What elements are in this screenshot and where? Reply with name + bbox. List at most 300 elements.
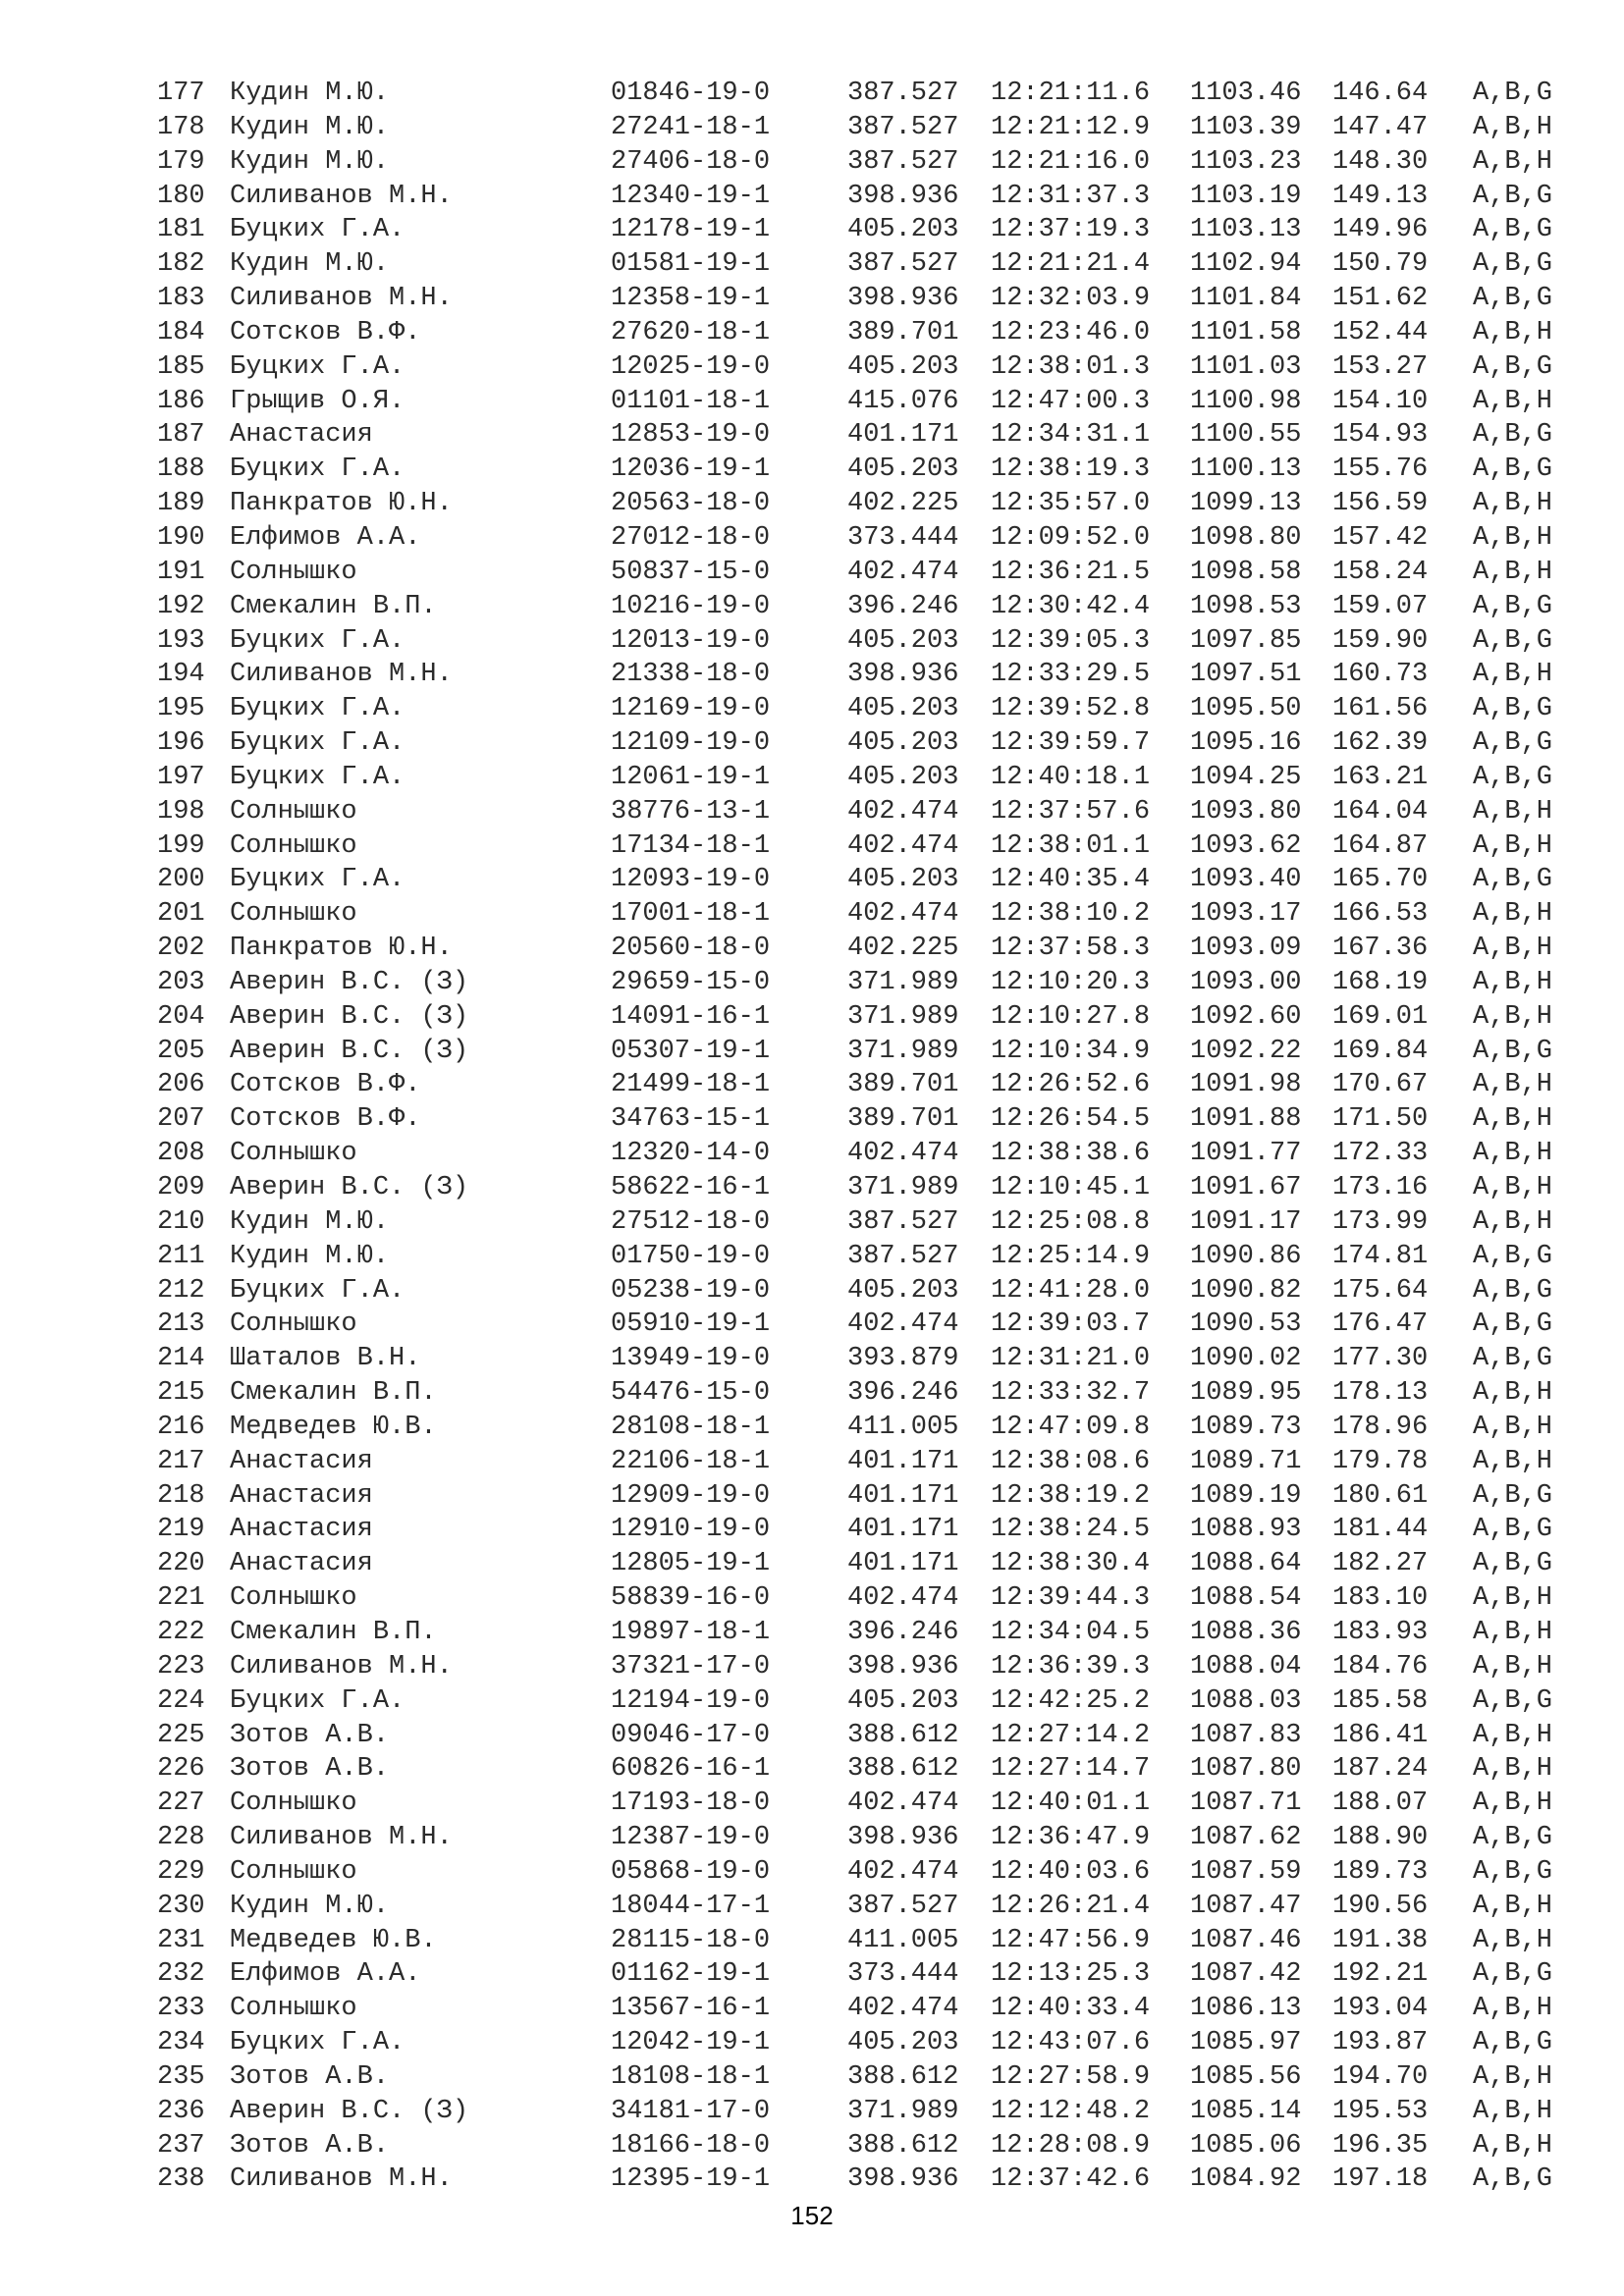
distance: 402.474 [847, 899, 959, 930]
codes: A,B,G [1473, 249, 1553, 280]
points: 187.24 [1332, 1754, 1429, 1785]
distance: 401.171 [847, 1480, 959, 1511]
ring-number: 12042-19-1 [611, 2028, 771, 2058]
codes: A,B,H [1473, 1378, 1553, 1409]
arrival-time: 12:38:19.2 [991, 1480, 1151, 1511]
arrival-time: 12:36:39.3 [991, 1651, 1151, 1682]
speed: 1091.67 [1190, 1173, 1302, 1202]
points: 164.04 [1332, 796, 1429, 827]
table-row [157, 1513, 1571, 1547]
speed: 1088.36 [1190, 1617, 1302, 1647]
fancier-name: Силиванов М.Н. [230, 284, 453, 314]
table-row [157, 2129, 1571, 2163]
codes: A,B,G [1473, 1036, 1553, 1066]
results-table [157, 77, 1571, 2197]
arrival-time: 12:32:03.9 [991, 284, 1151, 314]
speed: 1099.13 [1190, 489, 1302, 519]
points: 157.42 [1332, 522, 1429, 553]
table-row [157, 1821, 1571, 1855]
arrival-time: 12:40:01.1 [991, 1789, 1151, 1819]
table-row [157, 966, 1571, 1000]
speed: 1089.71 [1190, 1446, 1302, 1476]
row-number: 197 [157, 762, 205, 792]
table-row [157, 1376, 1571, 1411]
fancier-name: Солнышко [230, 830, 357, 861]
table-row [157, 1137, 1571, 1171]
table-row [157, 795, 1571, 829]
table-row [157, 350, 1571, 385]
points: 150.79 [1332, 249, 1429, 280]
codes: A,B,H [1473, 557, 1553, 587]
arrival-time: 12:38:08.6 [991, 1446, 1151, 1476]
ring-number: 01846-19-0 [611, 79, 771, 108]
codes: A,B,H [1473, 830, 1553, 861]
speed: 1098.53 [1190, 591, 1302, 621]
fancier-name: Панкратов Ю.Н. [230, 934, 453, 964]
fancier-name: Кудин М.Ю. [230, 1241, 390, 1271]
row-number: 223 [157, 1651, 205, 1682]
distance: 398.936 [847, 660, 959, 690]
row-number: 199 [157, 830, 205, 861]
fancier-name: Грыщив О.Я. [230, 386, 406, 416]
arrival-time: 12:36:21.5 [991, 557, 1151, 587]
row-number: 189 [157, 489, 205, 519]
codes: A,B,H [1473, 1789, 1553, 1819]
points: 193.04 [1332, 1994, 1429, 2024]
distance: 402.474 [847, 557, 959, 587]
codes: A,B,H [1473, 1070, 1553, 1100]
distance: 398.936 [847, 1823, 959, 1853]
row-number: 178 [157, 112, 205, 142]
ring-number: 38776-13-1 [611, 796, 771, 827]
speed: 1103.46 [1190, 79, 1302, 108]
speed: 1093.17 [1190, 899, 1302, 930]
row-number: 235 [157, 2061, 205, 2092]
table-row [157, 1240, 1571, 1274]
codes: A,B,G [1473, 215, 1553, 245]
distance: 402.474 [847, 1789, 959, 1819]
row-number: 186 [157, 386, 205, 416]
ring-number: 21338-18-0 [611, 660, 771, 690]
arrival-time: 12:26:21.4 [991, 1891, 1151, 1921]
points: 166.53 [1332, 899, 1429, 930]
distance: 405.203 [847, 454, 959, 485]
points: 170.67 [1332, 1070, 1429, 1100]
arrival-time: 12:28:08.9 [991, 2130, 1151, 2161]
table-row [157, 1068, 1571, 1102]
ring-number: 12025-19-0 [611, 351, 771, 382]
speed: 1089.19 [1190, 1480, 1302, 1511]
codes: A,B,G [1473, 454, 1553, 485]
points: 149.96 [1332, 215, 1429, 245]
codes: A,B,G [1473, 625, 1553, 656]
points: 159.90 [1332, 625, 1429, 656]
points: 167.36 [1332, 934, 1429, 964]
fancier-name: Солнышко [230, 899, 357, 930]
arrival-time: 12:25:08.8 [991, 1206, 1151, 1237]
arrival-time: 12:47:00.3 [991, 386, 1151, 416]
points: 159.07 [1332, 591, 1429, 621]
distance: 371.989 [847, 967, 959, 997]
row-number: 227 [157, 1789, 205, 1819]
ring-number: 17001-18-1 [611, 899, 771, 930]
ring-number: 18044-17-1 [611, 1891, 771, 1921]
speed: 1088.03 [1190, 1685, 1302, 1716]
row-number: 190 [157, 522, 205, 553]
fancier-name: Анастасия [230, 1515, 373, 1545]
row-number: 177 [157, 79, 205, 108]
row-number: 225 [157, 1720, 205, 1750]
ring-number: 29659-15-0 [611, 967, 771, 997]
speed: 1090.82 [1190, 1275, 1302, 1306]
points: 179.78 [1332, 1446, 1429, 1476]
fancier-name: Силиванов М.Н. [230, 2164, 453, 2195]
distance: 402.474 [847, 1309, 959, 1340]
fancier-name: Солнышко [230, 1789, 357, 1819]
codes: A,B,H [1473, 1754, 1553, 1785]
arrival-time: 12:31:37.3 [991, 181, 1151, 211]
codes: A,B,H [1473, 1139, 1553, 1169]
speed: 1085.14 [1190, 2096, 1302, 2126]
arrival-time: 12:35:57.0 [991, 489, 1151, 519]
ring-number: 14091-16-1 [611, 1001, 771, 1032]
speed: 1088.64 [1190, 1549, 1302, 1579]
points: 191.38 [1332, 1925, 1429, 1955]
codes: A,B,G [1473, 1275, 1553, 1306]
ring-number: 34181-17-0 [611, 2096, 771, 2126]
points: 168.19 [1332, 967, 1429, 997]
points: 190.56 [1332, 1891, 1429, 1921]
points: 160.73 [1332, 660, 1429, 690]
points: 169.84 [1332, 1036, 1429, 1066]
table-row [157, 692, 1571, 726]
fancier-name: Медведев Ю.В. [230, 1925, 437, 1955]
table-row [157, 829, 1571, 864]
points: 178.13 [1332, 1378, 1429, 1409]
row-number: 217 [157, 1446, 205, 1476]
speed: 1091.77 [1190, 1139, 1302, 1169]
fancier-name: Зотов А.В. [230, 2061, 390, 2092]
distance: 388.612 [847, 1720, 959, 1750]
points: 156.59 [1332, 489, 1429, 519]
row-number: 226 [157, 1754, 205, 1785]
ring-number: 58839-16-0 [611, 1583, 771, 1614]
codes: A,B,G [1473, 1480, 1553, 1511]
arrival-time: 12:21:16.0 [991, 146, 1151, 177]
ring-number: 12805-19-1 [611, 1549, 771, 1579]
points: 183.93 [1332, 1617, 1429, 1647]
table-row [157, 282, 1571, 316]
speed: 1101.58 [1190, 317, 1302, 347]
distance: 398.936 [847, 284, 959, 314]
speed: 1085.97 [1190, 2028, 1302, 2058]
distance: 387.527 [847, 79, 959, 108]
table-row [157, 1171, 1571, 1205]
codes: A,B,H [1473, 112, 1553, 142]
table-row [157, 1205, 1571, 1240]
codes: A,B,H [1473, 660, 1553, 690]
speed: 1087.83 [1190, 1720, 1302, 1750]
row-number: 184 [157, 317, 205, 347]
arrival-time: 12:30:42.4 [991, 591, 1151, 621]
speed: 1092.22 [1190, 1036, 1302, 1066]
points: 178.96 [1332, 1412, 1429, 1442]
ring-number: 05307-19-1 [611, 1036, 771, 1066]
distance: 402.474 [847, 1583, 959, 1614]
points: 172.33 [1332, 1139, 1429, 1169]
speed: 1094.25 [1190, 762, 1302, 792]
arrival-time: 12:33:32.7 [991, 1378, 1151, 1409]
fancier-name: Елфимов А.А. [230, 1959, 421, 1990]
table-row [157, 1890, 1571, 1924]
speed: 1093.09 [1190, 934, 1302, 964]
table-row [157, 863, 1571, 897]
row-number: 215 [157, 1378, 205, 1409]
arrival-time: 12:41:28.0 [991, 1275, 1151, 1306]
speed: 1097.85 [1190, 625, 1302, 656]
fancier-name: Буцких Г.А. [230, 625, 406, 656]
distance: 388.612 [847, 1754, 959, 1785]
fancier-name: Силиванов М.Н. [230, 181, 453, 211]
arrival-time: 12:38:10.2 [991, 899, 1151, 930]
row-number: 206 [157, 1070, 205, 1100]
table-row [157, 1787, 1571, 1821]
table-row [157, 145, 1571, 180]
page-number: 152 [790, 2201, 834, 2230]
points: 183.10 [1332, 1583, 1429, 1614]
points: 185.58 [1332, 1685, 1429, 1716]
fancier-name: Кудин М.Ю. [230, 146, 390, 177]
ring-number: 60826-16-1 [611, 1754, 771, 1785]
row-number: 203 [157, 967, 205, 997]
distance: 405.203 [847, 351, 959, 382]
row-number: 195 [157, 694, 205, 724]
ring-number: 20560-18-0 [611, 934, 771, 964]
row-number: 220 [157, 1549, 205, 1579]
arrival-time: 12:38:30.4 [991, 1549, 1151, 1579]
codes: A,B,H [1473, 2130, 1553, 2161]
points: 169.01 [1332, 1001, 1429, 1032]
fancier-name: Буцких Г.А. [230, 1685, 406, 1716]
speed: 1103.23 [1190, 146, 1302, 177]
codes: A,B,G [1473, 181, 1553, 211]
distance: 405.203 [847, 1685, 959, 1716]
row-number: 193 [157, 625, 205, 656]
distance: 387.527 [847, 1241, 959, 1271]
table-row [157, 2163, 1571, 2197]
speed: 1085.06 [1190, 2130, 1302, 2161]
points: 151.62 [1332, 284, 1429, 314]
distance: 396.246 [847, 1378, 959, 1409]
speed: 1084.92 [1190, 2164, 1302, 2195]
ring-number: 05910-19-1 [611, 1309, 771, 1340]
speed: 1103.19 [1190, 181, 1302, 211]
points: 188.90 [1332, 1823, 1429, 1853]
table-row [157, 521, 1571, 556]
table-row [157, 1035, 1571, 1069]
speed: 1097.51 [1190, 660, 1302, 690]
distance: 405.203 [847, 2028, 959, 2058]
codes: A,B,G [1473, 591, 1553, 621]
codes: A,B,G [1473, 1959, 1553, 1990]
distance: 387.527 [847, 1206, 959, 1237]
codes: A,B,G [1473, 1241, 1553, 1271]
arrival-time: 12:37:19.3 [991, 215, 1151, 245]
ring-number: 13567-16-1 [611, 1994, 771, 2024]
ring-number: 21499-18-1 [611, 1070, 771, 1100]
row-number: 234 [157, 2028, 205, 2058]
table-row [157, 1719, 1571, 1753]
speed: 1095.16 [1190, 728, 1302, 759]
row-number: 202 [157, 934, 205, 964]
table-row [157, 418, 1571, 453]
ring-number: 17134-18-1 [611, 830, 771, 861]
points: 182.27 [1332, 1549, 1429, 1579]
arrival-time: 12:34:31.1 [991, 420, 1151, 451]
codes: A,B,H [1473, 522, 1553, 553]
codes: A,B,H [1473, 1446, 1553, 1476]
table-row [157, 111, 1571, 145]
table-row [157, 453, 1571, 487]
codes: A,B,H [1473, 1925, 1553, 1955]
table-row [157, 316, 1571, 350]
distance: 398.936 [847, 181, 959, 211]
speed: 1101.84 [1190, 284, 1302, 314]
arrival-time: 12:09:52.0 [991, 522, 1151, 553]
row-number: 210 [157, 1206, 205, 1237]
points: 162.39 [1332, 728, 1429, 759]
distance: 373.444 [847, 1959, 959, 1990]
arrival-time: 12:21:12.9 [991, 112, 1151, 142]
distance: 371.989 [847, 1173, 959, 1202]
points: 153.27 [1332, 351, 1429, 382]
fancier-name: Буцких Г.А. [230, 728, 406, 759]
table-row [157, 1000, 1571, 1035]
fancier-name: Буцких Г.А. [230, 1275, 406, 1306]
table-row [157, 180, 1571, 214]
points: 196.35 [1332, 2130, 1429, 2161]
fancier-name: Буцких Г.А. [230, 762, 406, 792]
points: 197.18 [1332, 2164, 1429, 2195]
arrival-time: 12:10:20.3 [991, 967, 1151, 997]
ring-number: 12061-19-1 [611, 762, 771, 792]
arrival-time: 12:39:44.3 [991, 1583, 1151, 1614]
fancier-name: Солнышко [230, 1309, 357, 1340]
row-number: 205 [157, 1036, 205, 1066]
table-row [157, 1411, 1571, 1445]
codes: A,B,H [1473, 2096, 1553, 2126]
distance: 387.527 [847, 1891, 959, 1921]
row-number: 218 [157, 1480, 205, 1511]
table-row [157, 1308, 1571, 1342]
distance: 396.246 [847, 1617, 959, 1647]
row-number: 229 [157, 1856, 205, 1887]
fancier-name: Силиванов М.Н. [230, 660, 453, 690]
points: 192.21 [1332, 1959, 1429, 1990]
arrival-time: 12:36:47.9 [991, 1823, 1151, 1853]
speed: 1085.56 [1190, 2061, 1302, 2092]
row-number: 222 [157, 1617, 205, 1647]
table-row [157, 1581, 1571, 1616]
points: 158.24 [1332, 557, 1429, 587]
ring-number: 12169-19-0 [611, 694, 771, 724]
points: 165.70 [1332, 865, 1429, 895]
distance: 398.936 [847, 1651, 959, 1682]
fancier-name: Сотсков В.Ф. [230, 1070, 421, 1100]
points: 149.13 [1332, 181, 1429, 211]
codes: A,B,H [1473, 146, 1553, 177]
distance: 402.225 [847, 934, 959, 964]
fancier-name: Аверин В.С. (З) [230, 1173, 469, 1202]
ring-number: 09046-17-0 [611, 1720, 771, 1750]
codes: A,B,H [1473, 1891, 1553, 1921]
distance: 396.246 [847, 591, 959, 621]
ring-number: 01750-19-0 [611, 1241, 771, 1271]
speed: 1086.13 [1190, 1994, 1302, 2024]
fancier-name: Силиванов М.Н. [230, 1651, 453, 1682]
table-row [157, 385, 1571, 419]
row-number: 179 [157, 146, 205, 177]
fancier-name: Анастасия [230, 1480, 373, 1511]
fancier-name: Силиванов М.Н. [230, 1823, 453, 1853]
distance: 398.936 [847, 2164, 959, 2195]
ring-number: 12036-19-1 [611, 454, 771, 485]
arrival-time: 12:37:42.6 [991, 2164, 1151, 2195]
ring-number: 12340-19-1 [611, 181, 771, 211]
speed: 1095.50 [1190, 694, 1302, 724]
codes: A,B,H [1473, 1206, 1553, 1237]
distance: 388.612 [847, 2061, 959, 2092]
row-number: 219 [157, 1515, 205, 1545]
row-number: 228 [157, 1823, 205, 1853]
row-number: 182 [157, 249, 205, 280]
arrival-time: 12:21:21.4 [991, 249, 1151, 280]
arrival-time: 12:33:29.5 [991, 660, 1151, 690]
arrival-time: 12:39:59.7 [991, 728, 1151, 759]
distance: 393.879 [847, 1344, 959, 1374]
row-number: 201 [157, 899, 205, 930]
ring-number: 58622-16-1 [611, 1173, 771, 1202]
arrival-time: 12:38:38.6 [991, 1139, 1151, 1169]
fancier-name: Буцких Г.А. [230, 2028, 406, 2058]
fancier-name: Солнышко [230, 1583, 357, 1614]
row-number: 221 [157, 1583, 205, 1614]
codes: A,B,H [1473, 1720, 1553, 1750]
fancier-name: Анастасия [230, 1549, 373, 1579]
table-row [157, 1650, 1571, 1684]
distance: 401.171 [847, 1515, 959, 1545]
distance: 405.203 [847, 625, 959, 656]
speed: 1090.02 [1190, 1344, 1302, 1374]
points: 154.10 [1332, 386, 1429, 416]
distance: 405.203 [847, 215, 959, 245]
arrival-time: 12:12:48.2 [991, 2096, 1151, 2126]
speed: 1093.40 [1190, 865, 1302, 895]
row-number: 233 [157, 1994, 205, 2024]
codes: A,B,G [1473, 1549, 1553, 1579]
fancier-name: Солнышко [230, 557, 357, 587]
speed: 1093.80 [1190, 796, 1302, 827]
distance: 402.474 [847, 830, 959, 861]
speed: 1087.46 [1190, 1925, 1302, 1955]
table-row [157, 932, 1571, 966]
table-row [157, 77, 1571, 111]
ring-number: 27620-18-1 [611, 317, 771, 347]
distance: 387.527 [847, 146, 959, 177]
row-number: 187 [157, 420, 205, 451]
speed: 1091.98 [1190, 1070, 1302, 1100]
distance: 371.989 [847, 2096, 959, 2126]
